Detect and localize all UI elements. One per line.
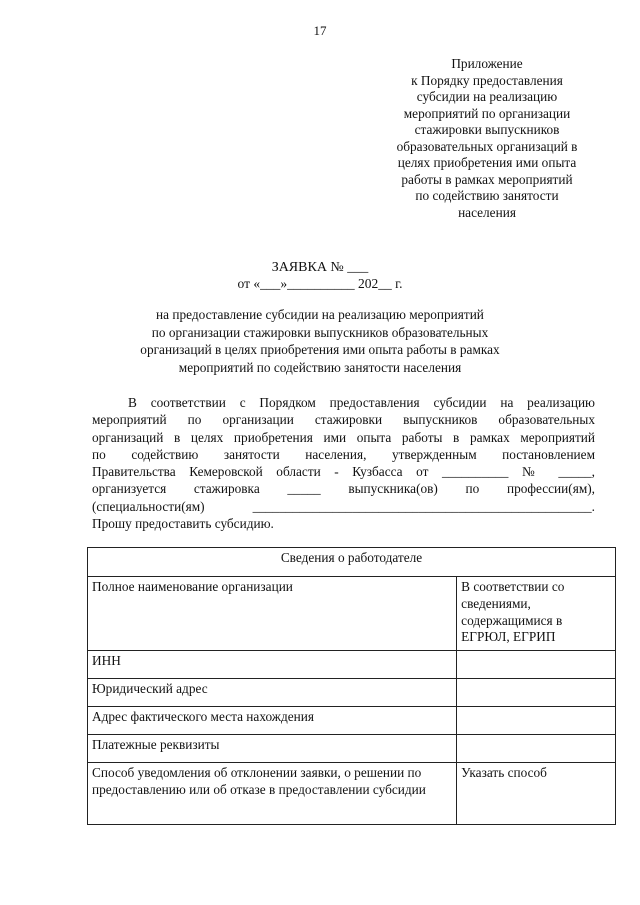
appendix-line: образовательных организаций в — [396, 138, 578, 154]
subtitle-line: мероприятий по содействию занятости населения — [178, 359, 462, 375]
table-row — [88, 651, 616, 679]
body-line: по содействию занятости населения, утвержденным постановлением — [92, 446, 595, 462]
appendix-line: стажировки выпускников — [414, 122, 560, 137]
row-value — [457, 679, 616, 707]
body-line: мероприятий по организации стажировки выпускников образовательных — [92, 412, 595, 428]
appendix-line: к Порядку предоставления — [411, 72, 563, 88]
row-label: Адрес фактического места нахождения — [88, 707, 457, 735]
table-row — [88, 679, 616, 707]
document-subtitle — [0, 306, 640, 376]
appendix-line: населения — [458, 204, 516, 220]
row-value: В соответствии со сведениями, содержащимися в ЕГРЮЛ, ЕГРИП — [457, 577, 616, 651]
table-row — [88, 577, 616, 651]
subtitle-line: организаций в целях приобретения ими опыта работы в рамках — [140, 342, 500, 357]
subtitle-line: по организации стажировки выпускников образовательных — [151, 324, 489, 340]
table-row — [88, 735, 616, 763]
table-header: Сведения о работодателе — [88, 548, 616, 577]
appendix-line: субсидии на реализацию — [416, 89, 558, 104]
row-value — [457, 707, 616, 735]
body-line: организаций в целях приобретения ими опыта работы в рамках мероприятий — [92, 429, 595, 445]
row-label: Платежные реквизиты — [88, 735, 457, 763]
body-paragraph — [92, 394, 595, 532]
employer-info-table — [87, 547, 616, 825]
date-line: от «___»__________ 202__ г. — [237, 276, 403, 291]
appendix-line: Приложение — [451, 56, 523, 71]
table-header-row — [88, 548, 616, 577]
appendix-line: работы в рамках мероприятий — [401, 171, 573, 187]
table-row — [88, 763, 616, 825]
body-line: Прошу предоставить субсидию. — [92, 516, 274, 532]
body-line: организуется стажировка _____ выпускника(ов) по профессии(ям), — [92, 481, 595, 497]
appendix-block — [368, 56, 606, 221]
body-line: Правительства Кемеровской области - Кузбасса от __________ № _____, — [92, 464, 595, 480]
table-row — [88, 707, 616, 735]
body-line: (специальности(ям) ___________________________________________________. — [92, 498, 595, 514]
document-title: ЗАЯВКА № ___ — [271, 260, 369, 275]
row-label: ИНН — [88, 651, 457, 679]
subtitle-line: на предоставление субсидии на реализацию мероприятий — [156, 307, 484, 322]
page-number: 17 — [313, 23, 327, 38]
appendix-line: целях приобретения ими опыта — [397, 155, 577, 170]
row-label: Способ уведомления об отклонении заявки, о решении по предоставлению или об отказе в предоставлении субсидии — [88, 763, 457, 825]
row-value — [457, 651, 616, 679]
body-line: В соответствии с Порядком предоставления субсидии на реализацию — [128, 395, 595, 410]
row-value: Указать способ — [457, 763, 616, 825]
appendix-line: мероприятий по организации — [403, 105, 571, 121]
row-label: Юридический адрес — [88, 679, 457, 707]
appendix-line: по содействию занятости — [415, 188, 559, 203]
row-label: Полное наименование организации — [88, 577, 457, 651]
row-value — [457, 735, 616, 763]
